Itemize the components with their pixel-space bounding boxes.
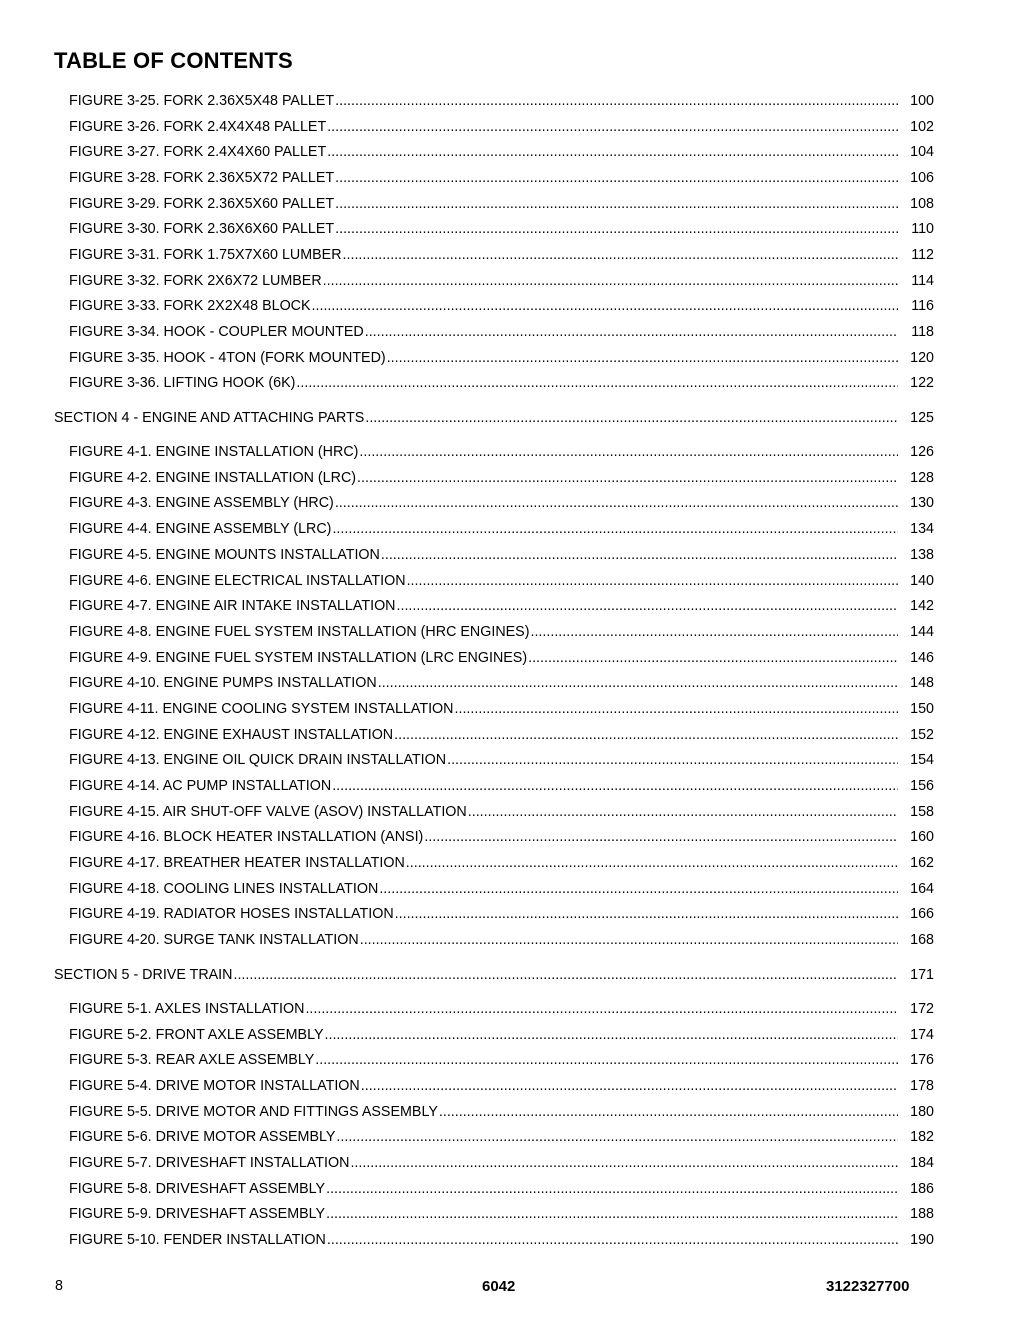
toc-entry-page: 164 <box>910 880 934 897</box>
toc-entry-page: 176 <box>910 1052 934 1069</box>
toc-entry-label: FIGURE 3-34. HOOK - COUPLER MOUNTED <box>69 324 364 341</box>
toc-entry-page: 120 <box>910 349 934 366</box>
toc-section-entry[interactable] <box>0 962 1024 988</box>
toc-entry-page: 188 <box>910 1206 934 1223</box>
toc-entry-page: 172 <box>910 1000 934 1017</box>
dot-leader <box>325 1027 898 1043</box>
toc-entry-label: FIGURE 3-31. FORK 1.75X7X60 LUMBER <box>69 246 342 263</box>
toc-figure-entry[interactable] <box>0 439 1024 465</box>
toc-entry-label: FIGURE 4-6. ENGINE ELECTRICAL INSTALLATION <box>69 572 406 589</box>
toc-figure-entry[interactable] <box>0 593 1024 619</box>
toc-entry-label: FIGURE 4-4. ENGINE ASSEMBLY (LRC) <box>69 521 332 538</box>
toc-entry-label: FIGURE 4-3. ENGINE ASSEMBLY (HRC) <box>69 495 334 512</box>
toc-figure-entry[interactable] <box>0 645 1024 671</box>
toc-entry-label: FIGURE 4-17. BREATHER HEATER INSTALLATION <box>69 855 405 872</box>
dot-leader <box>360 932 898 948</box>
toc-entry-page: 180 <box>910 1103 934 1120</box>
toc-figure-entry[interactable] <box>0 114 1024 140</box>
toc-entry-page: 186 <box>910 1180 934 1197</box>
toc-figure-entry[interactable] <box>0 568 1024 594</box>
footer-model: 6042 <box>482 1278 516 1295</box>
toc-entry-page: 142 <box>910 598 934 615</box>
toc-figure-entry[interactable] <box>0 850 1024 876</box>
toc-entry-label: FIGURE 5-2. FRONT AXLE ASSEMBLY <box>69 1026 324 1043</box>
dot-leader <box>439 1104 898 1120</box>
toc-entry-label: FIGURE 4-10. ENGINE PUMPS INSTALLATION <box>69 675 377 692</box>
toc-entry-page: 108 <box>910 195 934 212</box>
toc-entry-label: FIGURE 4-19. RADIATOR HOSES INSTALLATION <box>69 906 394 923</box>
toc-figure-entry[interactable] <box>0 748 1024 774</box>
dot-leader <box>323 273 898 289</box>
toc-entry-label: FIGURE 4-14. AC PUMP INSTALLATION <box>69 778 332 795</box>
dot-leader <box>528 650 898 666</box>
dot-leader <box>406 855 898 871</box>
toc-entry-page: 162 <box>910 855 934 872</box>
toc-figure-entry[interactable] <box>0 773 1024 799</box>
dot-leader <box>327 1232 898 1248</box>
dot-leader <box>455 701 898 717</box>
toc-entry-page: 168 <box>910 932 934 949</box>
toc-figure-entry[interactable] <box>0 927 1024 953</box>
toc-entry-label: FIGURE 3-25. FORK 2.36X5X48 PALLET <box>69 92 335 109</box>
dot-leader <box>312 298 898 314</box>
toc-entry-label: FIGURE 3-30. FORK 2.36X6X60 PALLET <box>69 221 335 238</box>
toc-entry-page: 148 <box>910 675 934 692</box>
toc-entry-page: 126 <box>910 444 934 461</box>
toc-entry-page: 190 <box>910 1232 934 1249</box>
toc-figure-entry[interactable] <box>0 1176 1024 1202</box>
toc-entry-page: 118 <box>911 324 934 341</box>
toc-entry-page: 171 <box>910 966 934 983</box>
toc-figure-entry[interactable] <box>0 1124 1024 1150</box>
toc-entry-label: FIGURE 4-2. ENGINE INSTALLATION (LRC) <box>69 469 357 486</box>
toc-entry-label: FIGURE 5-4. DRIVE MOTOR INSTALLATION <box>69 1077 360 1094</box>
toc-entry-label: FIGURE 5-1. AXLES INSTALLATION <box>69 1000 305 1017</box>
toc-entry-page: 184 <box>910 1154 934 1171</box>
toc-figure-entry[interactable] <box>0 191 1024 217</box>
toc-figure-entry[interactable] <box>0 876 1024 902</box>
dot-leader <box>447 752 898 768</box>
footer-page-number: 8 <box>55 1278 63 1294</box>
toc-list <box>0 88 1024 1253</box>
dot-leader <box>296 375 898 391</box>
toc-figure-entry[interactable] <box>0 996 1024 1022</box>
toc-entry-page: 178 <box>910 1077 934 1094</box>
toc-entry-page: 158 <box>910 803 934 820</box>
toc-figure-entry[interactable] <box>0 1099 1024 1125</box>
toc-entry-page: 166 <box>910 906 934 923</box>
toc-entry-label: FIGURE 5-3. REAR AXLE ASSEMBLY <box>69 1052 315 1069</box>
toc-figure-entry[interactable] <box>0 216 1024 242</box>
toc-entry-page: 102 <box>910 118 934 135</box>
toc-entry-page: 125 <box>910 409 934 426</box>
toc-entry-page: 134 <box>910 521 934 538</box>
toc-figure-entry[interactable] <box>0 88 1024 114</box>
toc-entry-label: FIGURE 4-5. ENGINE MOUNTS INSTALLATION <box>69 546 380 563</box>
dot-leader <box>336 1129 898 1145</box>
toc-entry-page: 128 <box>910 469 934 486</box>
dot-leader <box>530 624 898 640</box>
toc-entry-page: 152 <box>910 726 934 743</box>
dot-leader <box>326 1206 898 1222</box>
toc-figure-entry[interactable] <box>0 619 1024 645</box>
toc-entry-page: 156 <box>910 778 934 795</box>
dot-leader <box>327 144 898 160</box>
toc-entry-label: FIGURE 5-8. DRIVESHAFT ASSEMBLY <box>69 1180 326 1197</box>
toc-entry-label: FIGURE 4-20. SURGE TANK INSTALLATION <box>69 932 359 949</box>
toc-entry-page: 100 <box>910 92 934 109</box>
dot-leader <box>424 829 898 845</box>
toc-entry-label: FIGURE 5-6. DRIVE MOTOR ASSEMBLY <box>69 1129 336 1146</box>
toc-entry-label: FIGURE 3-29. FORK 2.36X5X60 PALLET <box>69 195 335 212</box>
toc-entry-page: 160 <box>910 829 934 846</box>
toc-figure-entry[interactable] <box>0 319 1024 345</box>
toc-entry-label: FIGURE 3-26. FORK 2.4X4X48 PALLET <box>69 118 327 135</box>
toc-section-entry[interactable] <box>0 405 1024 431</box>
toc-entry-label: FIGURE 5-9. DRIVESHAFT ASSEMBLY <box>69 1206 326 1223</box>
toc-figure-entry[interactable] <box>0 345 1024 371</box>
toc-figure-entry[interactable] <box>0 242 1024 268</box>
dot-leader <box>365 324 898 340</box>
dot-leader <box>332 778 898 794</box>
dot-leader <box>395 906 898 922</box>
toc-entry-label: FIGURE 3-33. FORK 2X2X48 BLOCK <box>69 298 311 315</box>
toc-entry-page: 144 <box>910 623 934 640</box>
toc-entry-label: FIGURE 5-5. DRIVE MOTOR AND FITTINGS ASSEMBLY <box>69 1103 438 1120</box>
toc-figure-entry[interactable] <box>0 1202 1024 1228</box>
toc-figure-entry[interactable] <box>0 542 1024 568</box>
dot-leader <box>397 598 898 614</box>
dot-leader <box>315 1052 898 1068</box>
toc-figure-entry[interactable] <box>0 139 1024 165</box>
toc-figure-entry[interactable] <box>0 902 1024 928</box>
dot-leader <box>365 410 898 426</box>
dot-leader <box>233 967 898 983</box>
dot-leader <box>327 119 898 135</box>
toc-entry-label: FIGURE 5-7. DRIVESHAFT INSTALLATION <box>69 1154 350 1171</box>
toc-entry-label: FIGURE 3-32. FORK 2X6X72 LUMBER <box>69 272 322 289</box>
toc-entry-label: FIGURE 3-35. HOOK - 4TON (FORK MOUNTED) <box>69 349 386 366</box>
toc-figure-entry[interactable] <box>0 1150 1024 1176</box>
toc-entry-label: FIGURE 3-36. LIFTING HOOK (6K) <box>69 375 296 392</box>
toc-figure-entry[interactable] <box>0 268 1024 294</box>
toc-entry-page: 150 <box>910 700 934 717</box>
toc-figure-entry[interactable] <box>0 165 1024 191</box>
toc-figure-entry[interactable] <box>0 294 1024 320</box>
dot-leader <box>335 196 898 212</box>
toc-entry-label: FIGURE 4-9. ENGINE FUEL SYSTEM INSTALLATION (LRC ENGINES) <box>69 649 528 666</box>
dot-leader <box>326 1181 898 1197</box>
dot-leader <box>335 221 898 237</box>
toc-entry-label: FIGURE 4-15. AIR SHUT-OFF VALVE (ASOV) INSTALLATION <box>69 803 467 820</box>
dot-leader <box>357 470 898 486</box>
toc-entry-page: 154 <box>910 752 934 769</box>
dot-leader <box>332 521 898 537</box>
toc-figure-entry[interactable] <box>0 1022 1024 1048</box>
toc-figure-entry[interactable] <box>0 1047 1024 1073</box>
toc-figure-entry[interactable] <box>0 491 1024 517</box>
toc-entry-page: 104 <box>910 144 934 161</box>
dot-leader <box>387 350 898 366</box>
dot-leader <box>305 1001 898 1017</box>
toc-figure-entry[interactable] <box>0 670 1024 696</box>
toc-entry-label: FIGURE 5-10. FENDER INSTALLATION <box>69 1232 326 1249</box>
toc-entry-page: 116 <box>911 298 934 315</box>
page-footer <box>0 1278 1024 1296</box>
dot-leader <box>394 727 898 743</box>
toc-entry-page: 114 <box>911 272 934 289</box>
toc-entry-label: FIGURE 4-18. COOLING LINES INSTALLATION <box>69 880 379 897</box>
dot-leader <box>468 804 898 820</box>
toc-figure-entry[interactable] <box>0 465 1024 491</box>
toc-figure-entry[interactable] <box>0 722 1024 748</box>
toc-entry-label: FIGURE 4-13. ENGINE OIL QUICK DRAIN INSTALLATION <box>69 752 447 769</box>
toc-entry-page: 140 <box>910 572 934 589</box>
toc-entry-label: FIGURE 4-1. ENGINE INSTALLATION (HRC) <box>69 444 359 461</box>
toc-figure-entry[interactable] <box>0 371 1024 397</box>
dot-leader <box>335 170 898 186</box>
toc-entry-label: FIGURE 4-11. ENGINE COOLING SYSTEM INSTALLATION <box>69 700 454 717</box>
toc-figure-entry[interactable] <box>0 1227 1024 1253</box>
toc-entry-label: FIGURE 4-8. ENGINE FUEL SYSTEM INSTALLATION (HRC ENGINES) <box>69 623 530 640</box>
toc-entry-label: FIGURE 4-7. ENGINE AIR INTAKE INSTALLATION <box>69 598 396 615</box>
dot-leader <box>335 495 898 511</box>
dot-leader <box>381 547 898 563</box>
dot-leader <box>407 573 898 589</box>
toc-entry-label: FIGURE 4-16. BLOCK HEATER INSTALLATION (ANSI) <box>69 829 424 846</box>
dot-leader <box>343 247 898 263</box>
dot-leader <box>335 93 898 109</box>
toc-figure-entry[interactable] <box>0 516 1024 542</box>
toc-entry-page: 146 <box>910 649 934 666</box>
toc-entry-page: 106 <box>910 169 934 186</box>
toc-entry-page: 112 <box>911 246 934 263</box>
toc-figure-entry[interactable] <box>0 799 1024 825</box>
toc-entry-label: FIGURE 4-12. ENGINE EXHAUST INSTALLATION <box>69 726 394 743</box>
dot-leader <box>379 881 898 897</box>
page-title: TABLE OF CONTENTS <box>54 48 293 73</box>
toc-entry-page: 130 <box>910 495 934 512</box>
footer-doc-number: 3122327700 <box>826 1278 910 1295</box>
toc-entry-page: 138 <box>910 546 934 563</box>
toc-figure-entry[interactable] <box>0 825 1024 851</box>
toc-entry-page: 182 <box>910 1129 934 1146</box>
toc-figure-entry[interactable] <box>0 1073 1024 1099</box>
toc-entry-page: 110 <box>911 221 934 238</box>
toc-entry-page: 122 <box>910 375 934 392</box>
dot-leader <box>359 444 898 460</box>
dot-leader <box>361 1078 898 1094</box>
dot-leader <box>378 675 898 691</box>
toc-figure-entry[interactable] <box>0 696 1024 722</box>
toc-entry-page: 174 <box>910 1026 934 1043</box>
dot-leader <box>350 1155 898 1171</box>
toc-entry-label: FIGURE 3-27. FORK 2.4X4X60 PALLET <box>69 144 327 161</box>
toc-entry-label: SECTION 4 - ENGINE AND ATTACHING PARTS <box>54 409 365 426</box>
toc-entry-label: SECTION 5 - DRIVE TRAIN <box>54 966 233 983</box>
toc-entry-label: FIGURE 3-28. FORK 2.36X5X72 PALLET <box>69 169 335 186</box>
